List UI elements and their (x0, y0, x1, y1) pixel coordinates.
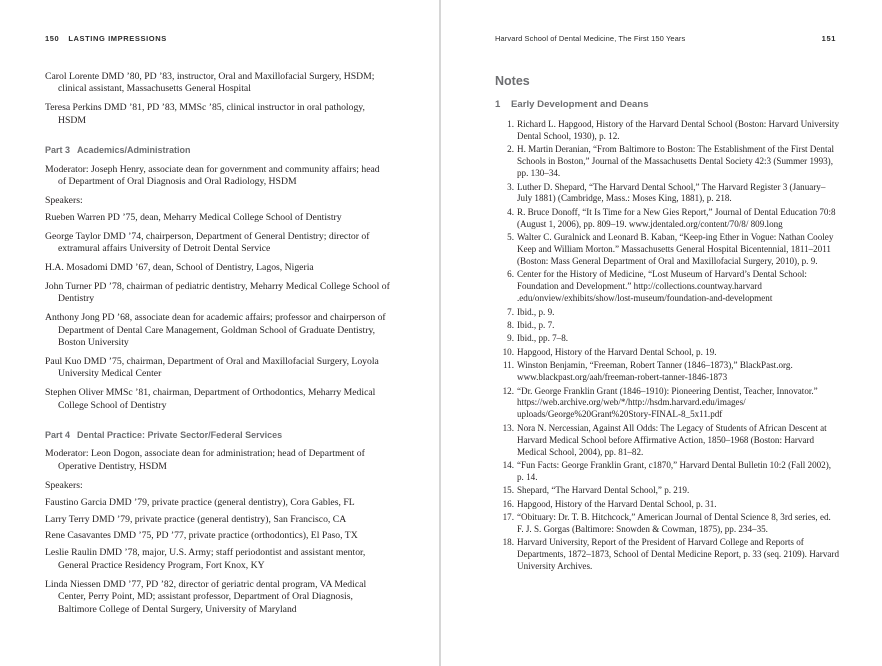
notes-list (495, 119, 839, 573)
notes-title: Notes (495, 74, 530, 88)
intro-entry: Carol Lorente DMD ’80, PD ’83, instructor, Oral and Maxillofacial Surgery, HSDM; clinical assistant, Massachusetts General Hospital (45, 71, 375, 95)
note-text: Walter C. Guralnick and Leonard B. Kaban, “Keep-ing Ether in Vogue: Nathan Cooley Keep and William Morton.” Massachusetts General Hospital Bicentennial, 1811–2011 (Boston: Mass General Department of Oral and Maxillofacial Surgery, 2010), p. 9. (517, 232, 834, 266)
speaker-entry: Stephen Oliver MMSc ’81, chairman, Department of Orthodontics, Meharry Medical College School of Dentistry (45, 387, 376, 411)
note-item (495, 144, 839, 180)
note-item (495, 320, 839, 332)
note-number: 4. (507, 206, 514, 217)
note-number: 14. (502, 459, 514, 470)
note-item (495, 333, 839, 345)
speaker-entry: George Taylor DMD ’74, chairperson, Department of General Dentistry; director of extramural affairs University of Detroit Dental Service (45, 230, 370, 255)
note-item (495, 499, 839, 511)
part-heading (45, 144, 390, 156)
note-item (495, 360, 839, 384)
note-text: Harvard University, Report of the President of Harvard College and Reports of Departments, 1872–1873, School of Dental Medicine Report, p. 33 (seq. 2109). Harvard University Archives. (517, 537, 839, 572)
note-text: “Fun Facts: George Franklin Grant, c1870,” Harvard Dental Bulletin 10:2 (Fall 2002), p. 14. (517, 459, 832, 482)
part-title: Dental Practice: Private Sector/Federal Services (77, 430, 283, 441)
note-item (495, 512, 839, 536)
left-running-head (45, 34, 167, 43)
speaker-entry: Anthony Jong PD ’68, associate dean for academic affairs; professor and chairperson of Department of Dental Care Management, Goldman School of Graduate Dentistry, Boston University (45, 312, 386, 348)
note-text: Richard L. Hapgood, History of the Harvard Dental School (Boston: Harvard University Dental School, 1930), p. 12. (517, 119, 839, 141)
part-label: Part 3 (45, 145, 71, 156)
speaker-entry: Larry Terry DMD ’79, private practice (general dentistry), San Francisco, CA (45, 513, 347, 525)
right-page-number: 151 (821, 34, 836, 43)
note-item (495, 232, 839, 268)
note-number: 8. (507, 320, 514, 330)
note-number: 9. (507, 333, 514, 344)
moderator-entry: Moderator: Leon Dogon, associate dean for administration; head of Department of Operative Dentistry, HSDM (45, 448, 365, 472)
left-page (0, 0, 439, 666)
part-label: Part 4 (45, 430, 71, 441)
note-text: Luther D. Shepard, “The Harvard Dental School,” The Harvard Register 3 (January–July 1881) (Cambridge, Mass.: Moses King, 1881), p. 218. (517, 181, 826, 204)
part-heading (45, 429, 390, 441)
note-text: Center for the History of Medicine, “Lost Museum of Harvard’s Dental School: Foundation and Development.” http://collections.countway.harvard .edu/onview/exhibits/show/lost-museum/foundation-and-development (517, 269, 807, 304)
note-text: Hapgood, History of the Harvard Dental School, p. 31. (517, 498, 717, 509)
note-number: 13. (502, 422, 514, 433)
note-text: Hapgood, History of the Harvard Dental School, p. 19. (517, 346, 717, 357)
note-item (495, 460, 839, 484)
note-number: 7. (507, 306, 514, 317)
left-page-number: 150 (45, 34, 60, 43)
note-text: “Dr. George Franklin Grant (1846–1910): Pioneering Dentist, Teacher, Innovator.” https://web.archive.org/web/*/http://hsdm.harvard.edu/images/ uploads/George%20Grant%20Story-FINAL-8_5x11.pdf (517, 385, 818, 420)
note-item (495, 485, 839, 497)
notes-column (495, 74, 839, 575)
speaker-entry: Linda Niessen DMD ’77, PD ’82, director of geriatric dental program, VA Medical Center, Perry Point, MD; assistant professor, Department of Oral Diagnosis, Baltimore College of Dental Surgery, University of Maryland (45, 578, 367, 615)
speaker-entry: John Turner PD ’78, chairman of pediatric dentistry, Meharry Medical College School of Dentistry (45, 280, 390, 305)
note-number: 2. (507, 144, 514, 155)
note-item (495, 307, 839, 319)
speaker-entry: H.A. Mosadomi DMD ’67, dean, School of Dentistry, Lagos, Nigeria (45, 261, 314, 273)
note-text: Shepard, “The Harvard Dental School,” p. 219. (517, 485, 690, 496)
note-number: 15. (502, 485, 514, 496)
note-number: 11. (502, 360, 514, 371)
left-running-title: LASTING IMPRESSIONS (68, 34, 167, 43)
note-number: 16. (502, 498, 514, 509)
part-title: Academics/Administration (77, 145, 191, 156)
note-text: R. Bruce Donoff, “It Is Time for a New Gies Report,” Journal of Dental Education 70:8 (August 1, 2006), pp. 809–19. www.jdentaled.org/content/70/8/ 809.long (517, 206, 836, 229)
speaker-entry: Paul Kuo DMD ’75, chairman, Department of Oral and Maxillofacial Surgery, Loyola University Medical Center (45, 355, 379, 380)
note-item (495, 537, 839, 573)
note-item (495, 386, 839, 422)
note-number: 6. (507, 269, 514, 280)
speaker-entry: Rene Casavantes DMD ’75, PD ’77, private practice (orthodontics), El Paso, TX (45, 530, 358, 542)
note-text: “Obituary: Dr. T. B. Hitchcock,” American Journal of Dental Science 8, 3rd series, ed. F. J. S. Gorgas (Baltimore: Snowden & Cowman, 1875), pp. 234–35. (517, 512, 831, 534)
note-item (495, 347, 839, 359)
speaker-entry: Faustino Garcia DMD ’79, private practice (general dentistry), Cora Gables, FL (45, 496, 355, 508)
intro-entry: Teresa Perkins DMD ’81, PD ’83, MMSc ’85, clinical instructor in oral pathology, HSDM (45, 102, 365, 126)
note-item (495, 269, 839, 305)
note-text: Ibid., pp. 7–8. (517, 333, 569, 344)
note-number: 10. (502, 346, 514, 357)
chapter-number: 1 (495, 99, 501, 110)
note-text: H. Martin Deranian, “From Baltimore to Boston: The Establishment of the First Dental Schools in Boston,” Journal of the Massachusetts Dental Society 42:3 (Summer 1993), pp. 130–34. (517, 144, 835, 179)
chapter-heading (495, 99, 839, 110)
note-number: 1. (507, 119, 514, 129)
note-item (495, 182, 839, 206)
moderator-entry: Moderator: Joseph Henry, associate dean for government and community affairs; head of Department of Oral Diagnosis and Oral Radiology, HSDM (45, 163, 380, 187)
note-number: 17. (502, 512, 514, 523)
chapter-title: Early Development and Deans (511, 99, 649, 110)
note-number: 18. (502, 537, 514, 548)
speakers-label: Speakers: (45, 479, 83, 491)
right-running-head: Harvard School of Dental Medicine, The First 150 Years (495, 34, 686, 43)
note-number: 3. (507, 181, 514, 192)
note-text: Nora N. Nercessian, Against All Odds: The Legacy of Students of African Descent at Harvard Medical School before Affirmative Action, 1850–1968 (Boston: Harvard Medical School, 2004), pp. 81–82. (517, 422, 827, 457)
note-text: Winston Benjamin, “Freeman, Robert Tanner (1846–1873),” BlackPast.org. www.blackpast.org/aah/freeman-robert-tanner-1846-1873 (517, 360, 793, 383)
left-column (45, 71, 390, 622)
speaker-entry: Rueben Warren PD ’75, dean, Meharry Medical College School of Dentistry (45, 211, 342, 223)
note-text: Ibid., p. 7. (517, 320, 555, 330)
note-item (495, 207, 839, 231)
speakers-label: Speakers: (45, 194, 83, 206)
note-item (495, 119, 839, 143)
note-number: 12. (502, 385, 514, 396)
note-item (495, 423, 839, 459)
right-page (441, 0, 882, 666)
note-number: 5. (507, 232, 514, 243)
speaker-entry: Leslie Raulin DMD ’78, major, U.S. Army; staff periodontist and assistant mentor, General Practice Residency Program, Fort Knox, KY (45, 547, 366, 571)
note-text: Ibid., p. 9. (517, 306, 555, 317)
